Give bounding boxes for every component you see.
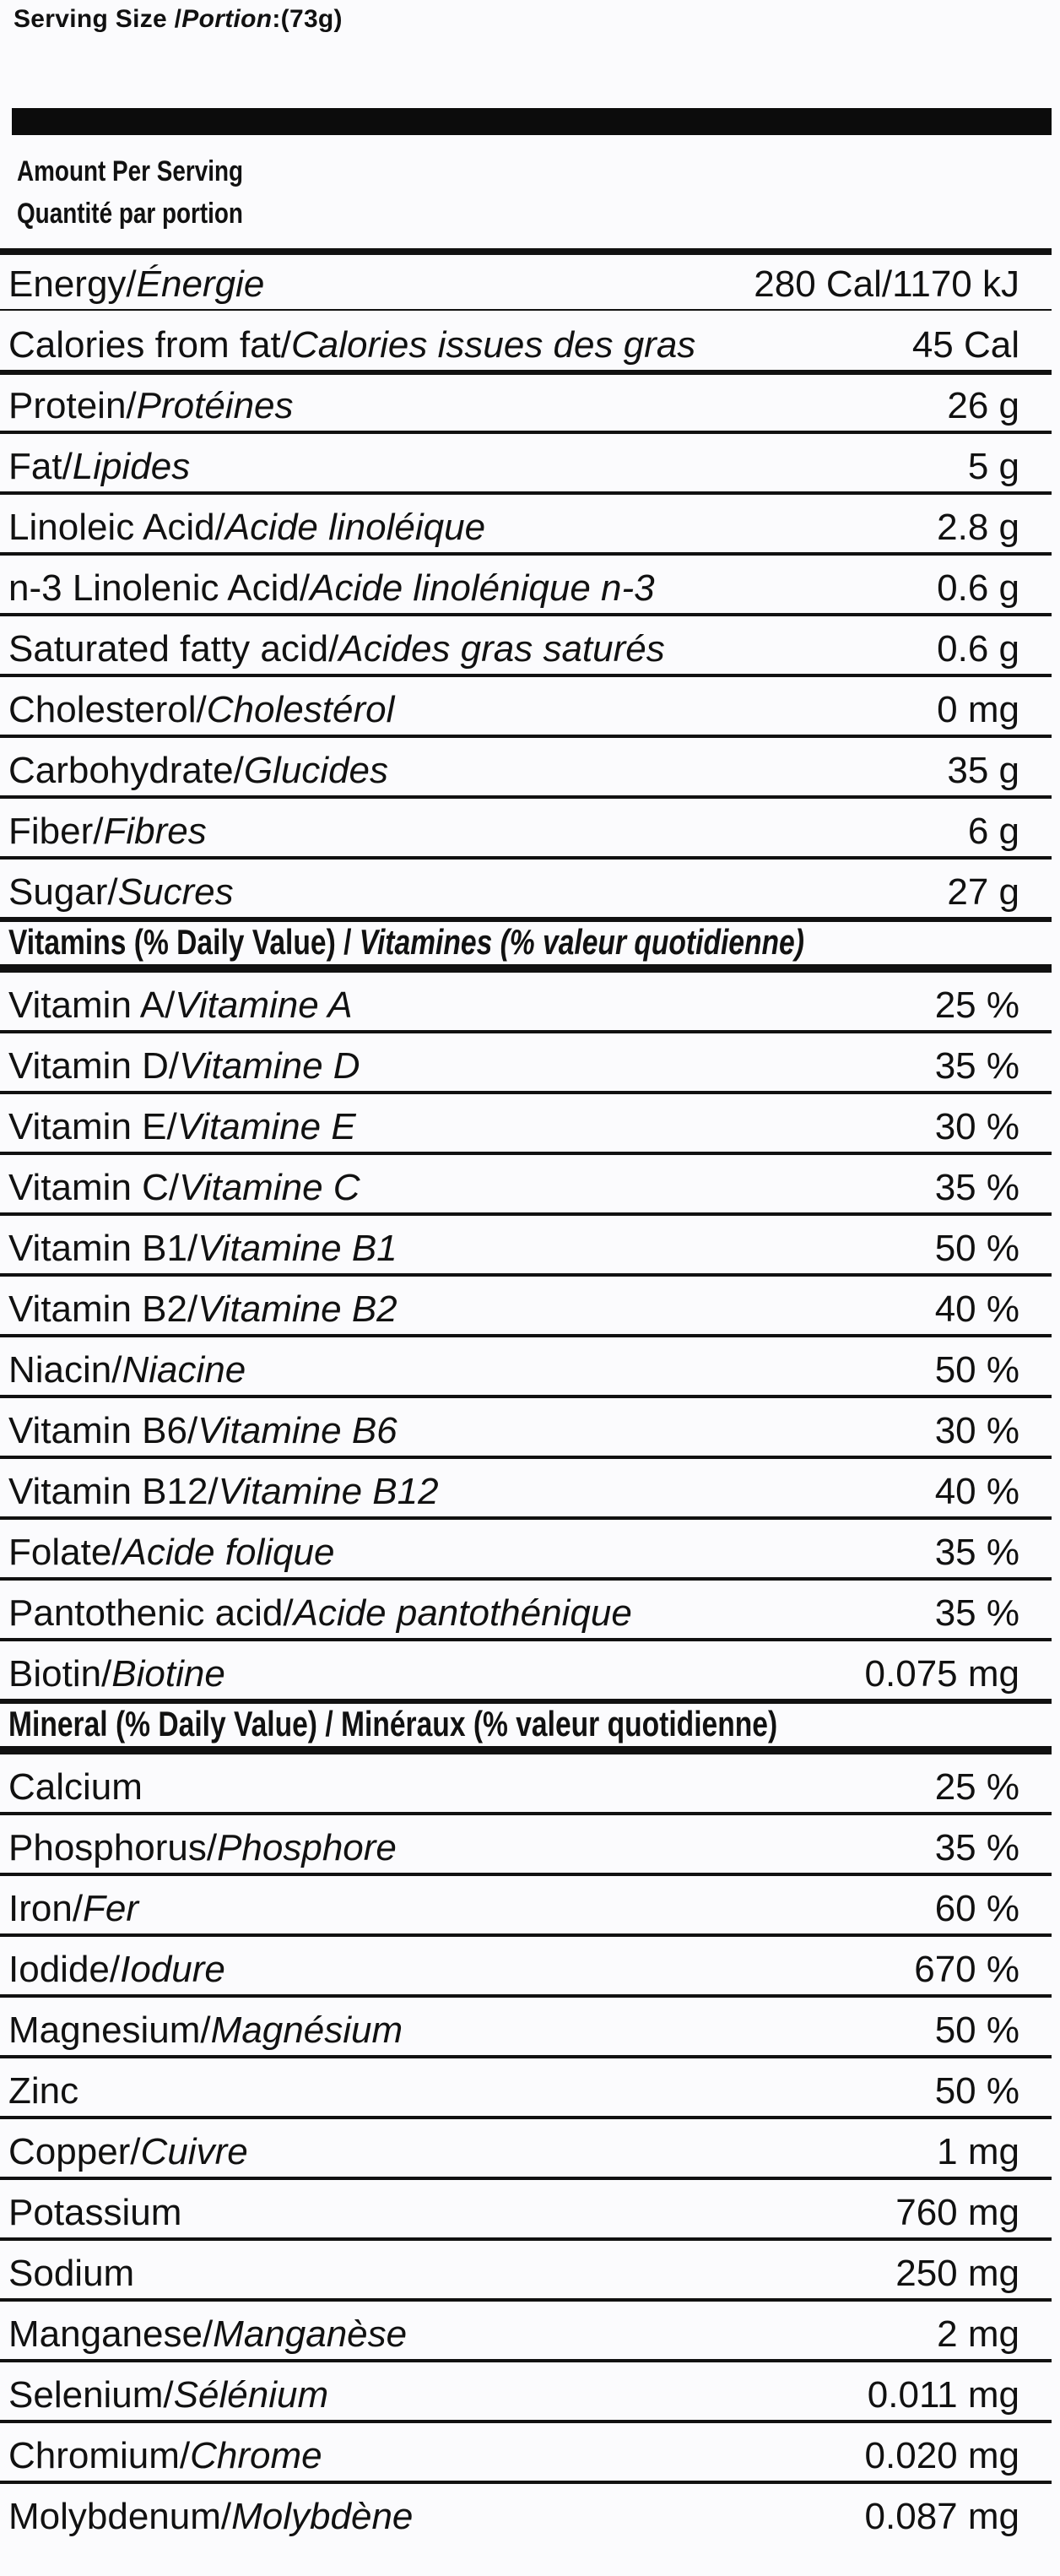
nutrient-name: [8, 2070, 78, 2112]
amount-per-serving-en: Amount Per Serving: [17, 155, 244, 187]
vitamin-row-niacin: [0, 1334, 1052, 1395]
nutrient-name-en: Vitamin B6/: [8, 1410, 198, 1451]
nutrient-name: [8, 2435, 322, 2477]
nutrient-name: [8, 2192, 181, 2234]
nutrient-name-en: Saturated fatty acid/: [8, 628, 339, 670]
nutrient-name-en: Vitamin D/: [8, 1045, 180, 1087]
nutrient-value: 35 %: [934, 1592, 1019, 1634]
nutrient-value: 50 %: [934, 1349, 1019, 1391]
nutrient-name-fr: Magnésium: [210, 2009, 403, 2051]
nutrient-name-en: Linoleic Acid/: [8, 507, 225, 548]
nutrient-name-fr: Vitamine B12: [218, 1471, 439, 1512]
nutrient-row-cholesterol: [0, 674, 1052, 735]
nutrient-name: [8, 1888, 138, 1930]
nutrient-name-fr: Calories issues des gras: [290, 324, 696, 366]
nutrient-name: [8, 628, 665, 670]
nutrient-value: 45 Cal: [911, 324, 1019, 366]
nutrient-name-fr: Cholestérol: [206, 689, 395, 730]
nutrient-value: 40 %: [934, 1288, 1019, 1330]
nutrient-value: 35 %: [934, 1045, 1019, 1087]
nutrient-value: 1 mg: [937, 2131, 1019, 2172]
vitamin-row-b2: [0, 1273, 1052, 1334]
nutrient-name-fr: Chrome: [190, 2435, 322, 2476]
serving-size-amount: :(73g): [272, 5, 343, 33]
nutrient-name-en: Copper/: [8, 2131, 141, 2172]
nutrient-name: [8, 567, 655, 610]
nutrient-name-fr: Protéines: [136, 385, 294, 426]
nutrient-name-en: Energy/: [8, 263, 137, 305]
mineral-row-magnesium: [0, 1994, 1052, 2055]
nutrient-value: 50 %: [934, 2009, 1019, 2051]
nutrient-name-en: Zinc: [8, 2070, 79, 2112]
nutrient-name-fr: Lipides: [72, 446, 191, 487]
mineral-row-potassium: [0, 2177, 1052, 2237]
vitamins-heading-en: Vitamins (% Daily Value) /: [8, 922, 360, 962]
nutrient-name-en: Sodium: [8, 2253, 135, 2294]
nutrient-value: 35 %: [934, 1167, 1019, 1208]
nutrient-name-fr: Glucides: [243, 750, 389, 791]
nutrient-name-fr: Vitamine B6: [197, 1410, 398, 1451]
nutrient-name-fr: Iodure: [120, 1949, 225, 1990]
nutrient-name-fr: Acide linoléique: [224, 507, 486, 548]
nutrient-name-en: Carbohydrate/: [8, 750, 244, 791]
amount-per-serving: [17, 150, 243, 235]
nutrient-name: [8, 1349, 246, 1391]
nutrient-name-en: Pantothenic acid/: [8, 1592, 294, 1634]
serving-size-label-fr: Portion: [181, 5, 273, 33]
vitamin-row-b1: [0, 1212, 1052, 1273]
nutrient-value: 0.087 mg: [864, 2496, 1019, 2537]
nutrient-value: 40 %: [934, 1471, 1019, 1512]
minerals-heading: Mineral (% Daily Value) / Minéraux (% valeur quotidienne): [8, 1704, 778, 1744]
nutrient-name: [8, 1106, 356, 1148]
mineral-row-molybdenum: [0, 2481, 1052, 2541]
nutrient-row-n3-linolenic-acid: [0, 552, 1052, 613]
vitamin-row-c: [0, 1152, 1052, 1212]
nutrient-name-fr: Cuivre: [140, 2131, 248, 2172]
nutrient-row-carbohydrate: [0, 735, 1052, 795]
nutrient-name-en: Vitamin C/: [8, 1167, 180, 1208]
nutrient-row-energy: [0, 248, 1052, 309]
nutrient-name: [8, 1592, 632, 1635]
nutrient-name-en: Fiber/: [8, 811, 104, 852]
nutrient-value: 2 mg: [937, 2313, 1019, 2355]
nutrient-name-en: Protein/: [8, 385, 137, 426]
nutrient-name-fr: Vitamine A: [175, 984, 353, 1026]
nutrient-name-en: Cholesterol/: [8, 689, 207, 730]
vitamin-row-a: [0, 973, 1052, 1030]
vitamins-heading: [8, 922, 804, 963]
nutrient-row-calories-from-fat: [0, 309, 1052, 370]
nutrient-value: 280 Cal/1170 kJ: [754, 263, 1019, 305]
mineral-row-phosphorus: [0, 1812, 1052, 1873]
nutrient-name: [8, 385, 294, 427]
vitamin-row-e: [0, 1091, 1052, 1152]
nutrient-value: 30 %: [934, 1410, 1019, 1451]
nutrient-value: 0.011 mg: [867, 2374, 1019, 2416]
nutrient-name-en: Calories from fat/: [8, 324, 291, 366]
nutrient-name-en: Molybdenum/: [8, 2496, 232, 2537]
nutrient-value: 0.6 g: [937, 628, 1019, 670]
nutrient-name-en: Manganese/: [8, 2313, 214, 2355]
nutrient-value: 30 %: [934, 1106, 1019, 1147]
mineral-row-iron: [0, 1873, 1052, 1933]
nutrient-name-en: Iodide/: [8, 1949, 121, 1990]
nutrient-name: [8, 1167, 360, 1209]
nutrient-name-fr: Vitamine B1: [197, 1228, 398, 1269]
nutrient-name: [8, 689, 394, 731]
vitamin-row-b6: [0, 1395, 1052, 1456]
vitamins-heading-fr: Vitamines (% valeur quotidienne): [359, 922, 804, 962]
nutrient-value: 50 %: [934, 2070, 1019, 2112]
nutrient-name-fr: Niacine: [122, 1349, 246, 1391]
vitamins-section-header: [0, 917, 1052, 973]
nutrient-name-fr: Acide folique: [122, 1532, 335, 1573]
nutrient-name-en: Iron/: [8, 1888, 84, 1929]
nutrient-value: 27 g: [947, 871, 1019, 913]
vitamin-row-d: [0, 1030, 1052, 1091]
serving-size: [14, 5, 343, 34]
nutrient-name: [8, 2009, 403, 2052]
nutrient-name: [8, 2313, 407, 2356]
nutrient-value: 250 mg: [895, 2253, 1019, 2294]
nutrient-name-fr: Vitamine D: [179, 1045, 360, 1087]
mineral-row-iodide: [0, 1933, 1052, 1994]
mineral-row-calcium: [0, 1754, 1052, 1812]
nutrient-name: [8, 446, 190, 488]
nutrient-name: [8, 1766, 143, 1809]
nutrient-name-fr: Molybdène: [231, 2496, 414, 2537]
nutrient-name-fr: Sélénium: [173, 2374, 329, 2416]
nutrient-name: [8, 1532, 334, 1574]
nutrient-name: [8, 1653, 225, 1695]
nutrient-name: [8, 1228, 398, 1270]
nutrient-name-fr: Biotine: [111, 1653, 225, 1695]
nutrient-name-en: Vitamin B12/: [8, 1471, 219, 1512]
mineral-row-sodium: [0, 2237, 1052, 2298]
nutrient-name-en: Selenium/: [8, 2374, 174, 2416]
nutrient-name: [8, 324, 695, 366]
nutrient-row-fat: [0, 431, 1052, 491]
nutrient-name-fr: Acide pantothénique: [293, 1592, 632, 1634]
serving-size-label-en: Serving Size /: [14, 5, 182, 33]
nutrient-name-fr: Fibres: [103, 811, 207, 852]
nutrient-name-fr: Fer: [83, 1888, 139, 1929]
nutrient-name: [8, 984, 353, 1027]
nutrient-value: 60 %: [934, 1888, 1019, 1929]
nutrient-name: [8, 2131, 248, 2173]
nutrient-value: 0 mg: [937, 689, 1019, 730]
nutrient-name-en: Folate/: [8, 1532, 122, 1573]
nutrient-name: [8, 507, 485, 549]
nutrient-name-fr: Sucres: [117, 871, 234, 913]
nutrient-name: [8, 2374, 328, 2416]
nutrient-name: [8, 1827, 397, 1869]
nutrient-value: 0.075 mg: [864, 1653, 1019, 1695]
mineral-row-copper: [0, 2116, 1052, 2177]
nutrient-value: 2.8 g: [937, 507, 1019, 548]
nutrient-value: 6 g: [967, 811, 1019, 852]
mineral-row-manganese: [0, 2298, 1052, 2359]
nutrient-name: [8, 1045, 360, 1087]
nutrient-row-protein: [0, 370, 1052, 431]
vitamin-row-b12: [0, 1456, 1052, 1516]
nutrient-name: [8, 1410, 398, 1452]
nutrient-row-saturated-fatty-acid: [0, 613, 1052, 674]
mineral-row-selenium: [0, 2359, 1052, 2420]
nutrient-value: 35 %: [934, 1532, 1019, 1573]
nutrient-name-en: Biotin/: [8, 1653, 112, 1695]
nutrient-value: 26 g: [947, 385, 1019, 426]
nutrient-name-en: Calcium: [8, 1766, 143, 1808]
mineral-row-chromium: [0, 2420, 1052, 2481]
nutrient-name-en: Phosphorus/: [8, 1827, 218, 1868]
nutrient-value: 670 %: [914, 1949, 1019, 1990]
nutrient-name-en: n-3 Linolenic Acid/: [8, 567, 311, 609]
nutrient-name-en: Fat/: [8, 446, 73, 487]
nutrient-value: 0.020 mg: [864, 2435, 1019, 2476]
nutrient-name-en: Vitamin B1/: [8, 1228, 198, 1269]
nutrient-name-fr: Phosphore: [217, 1827, 397, 1868]
nutrient-name: [8, 2496, 413, 2538]
nutrient-name-fr: Vitamine E: [176, 1106, 356, 1147]
nutrient-name-en: Vitamin B2/: [8, 1288, 198, 1330]
nutrient-name: [8, 1949, 225, 1991]
nutrient-name-en: Chromium/: [8, 2435, 191, 2476]
header-divider-bar: [12, 108, 1052, 135]
nutrient-name: [8, 1471, 439, 1513]
minerals-section-header: [0, 1699, 1052, 1754]
nutrient-value: 0.6 g: [937, 567, 1019, 609]
vitamin-row-biotin: [0, 1638, 1052, 1699]
nutrient-value: 35 g: [947, 750, 1019, 791]
nutrient-value: 50 %: [934, 1228, 1019, 1269]
nutrient-row-sugar: [0, 856, 1052, 917]
nutrient-name-en: Potassium: [8, 2192, 182, 2233]
nutrient-name-en: Vitamin E/: [8, 1106, 177, 1147]
nutrient-value: 25 %: [934, 984, 1019, 1026]
nutrient-name-en: Vitamin A/: [8, 984, 176, 1026]
nutrient-name-fr: Vitamine B2: [197, 1288, 398, 1330]
nutrient-name-en: Niacin/: [8, 1349, 122, 1391]
vitamin-row-folate: [0, 1516, 1052, 1577]
nutrient-name-fr: Acides gras saturés: [338, 628, 665, 670]
nutrient-row-fiber: [0, 795, 1052, 856]
nutrient-name-fr: Acide linolénique n-3: [310, 567, 655, 609]
nutrient-name-fr: Manganèse: [213, 2313, 408, 2355]
nutrient-name-fr: Énergie: [136, 263, 265, 305]
vitamin-row-pantothenic-acid: [0, 1577, 1052, 1638]
nutrient-value: 5 g: [967, 446, 1019, 487]
nutrient-name: [8, 2253, 134, 2295]
nutrient-name: [8, 1288, 398, 1331]
nutrient-name: [8, 263, 264, 306]
amount-per-serving-fr: Quantité par portion: [17, 198, 243, 230]
nutrient-name: [8, 750, 388, 792]
mineral-row-zinc: [0, 2055, 1052, 2116]
nutrient-value: 35 %: [934, 1827, 1019, 1868]
nutrient-name: [8, 871, 234, 914]
nutrient-value: 760 mg: [895, 2192, 1019, 2233]
nutrient-name: [8, 811, 207, 853]
nutrient-name-en: Magnesium/: [8, 2009, 211, 2051]
nutrient-value: 25 %: [934, 1766, 1019, 1808]
nutrient-name-en: Sugar/: [8, 871, 118, 913]
nutrient-row-linoleic-acid: [0, 491, 1052, 552]
nutrient-table: [0, 248, 1060, 2541]
nutrient-name-fr: Vitamine C: [179, 1167, 360, 1208]
